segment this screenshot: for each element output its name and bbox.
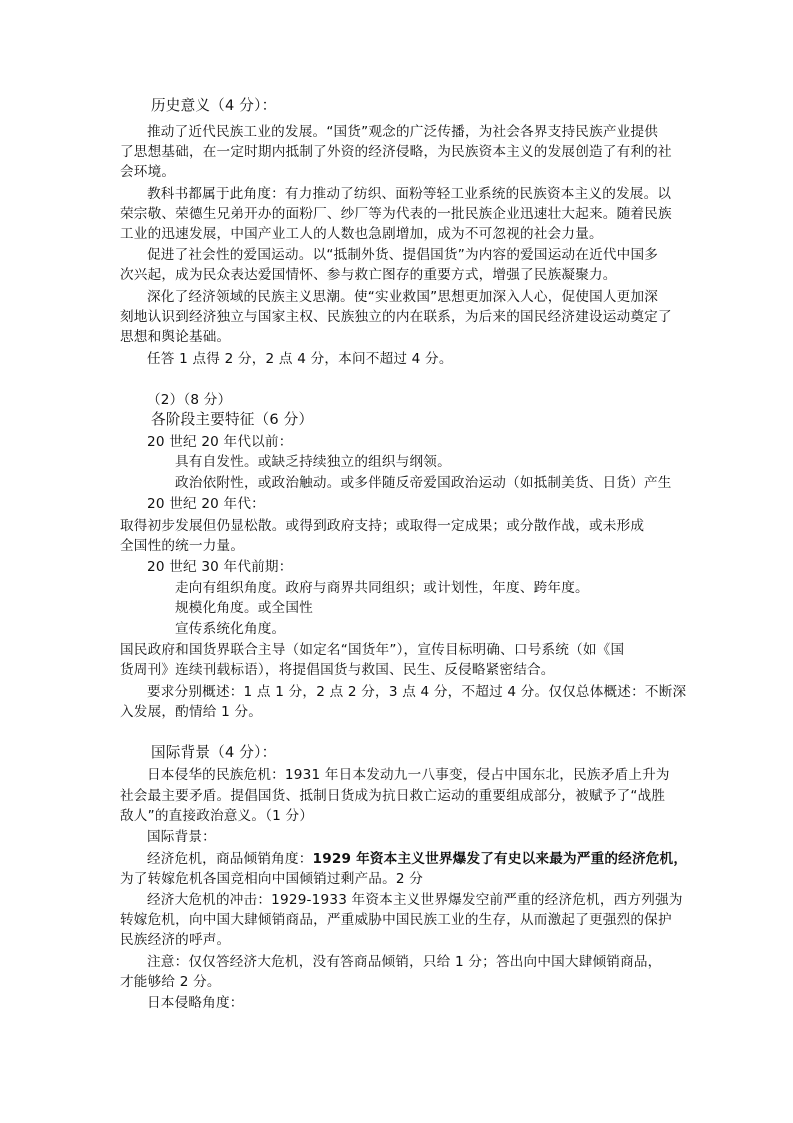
list-item: 规模化角度。或全国性 [175,600,313,616]
paragraph-line: 经济大危机的冲击：1929-1933 年资本主义世界爆发空前严重的经济危机，西方列强为 [147,892,683,908]
paragraph-line: 会环境。 [120,164,176,180]
scoring-note: 要求分别概述：1 点 1 分，2 点 2 分，3 点 4 分，不超过 4 分。仅仅总体概述：不断深 [147,684,687,700]
paragraph-line: 转嫁危机，向中国大肆倾销商品，严重威胁中国民族工业的生存，从而激起了更强烈的保护 [120,912,672,928]
period-title: 20 世纪 20 年代： [147,496,265,512]
paragraph-line: 全国性的统一力量。 [120,538,245,554]
paragraph-line: 日本侵华的民族危机：1931 年日本发动九一八事变，侵占中国东北，民族矛盾上升为 [147,767,670,783]
list-item: 政治依附性，或政治触动。或多伴随反帝爱国政治运动（如抵制美货、日货）产生 [175,475,672,491]
list-item: 具有自发性。或缺乏持续独立的组织与纲领。 [175,454,451,470]
section2-heading: 各阶段主要特征（6 分） [151,411,314,428]
section1-heading: 历史意义（4 分）： [151,97,277,114]
paragraph-line: 国民政府和国货界联合主导（如定名“国货年”），宣传目标明确、口号系统（如《国 [120,642,625,658]
paragraph-line: 工业的迅速发展，中国产业工人的人数也急剧增加，成为不可忽视的社会力量。 [120,226,603,242]
paragraph-line: 社会最主要矛盾。提倡国货、抵制日货成为抗日救亡运动的重要组成部分，被赋予了“战胜 [120,788,666,804]
subsection-title: 国际背景： [147,829,216,845]
paragraph-line: 货周刊》连续刊载标语），将提倡国货与救国、民生、反侵略紧密结合。 [120,662,555,678]
paragraph-line: 民族经济的呼声。 [120,932,231,948]
paragraph-line: 为了转嫁危机各国竞相向中国倾销过剩产品。2 分 [120,871,424,887]
paragraph-line: 思想和舆论基础。 [120,329,231,345]
subsection-title: 日本侵略角度： [147,995,244,1011]
paragraph-line: 深化了经济领域的民族主义思潮。使“实业救国”思想更加深入人心，促使国人更加深 [147,289,659,305]
section3-heading: 国际背景（4 分）： [151,744,277,761]
period-title: 20 世纪 30 年代前期： [147,559,293,575]
paragraph-line: 教科书都属于此角度：有力推动了纺织、面粉等轻工业系统的民族资本主义的发展。以 [147,186,672,202]
paragraph-line: 促进了社会性的爱国运动。以“抵制外货、提倡国货”为内容的爱国运动在近代中国多 [147,247,659,263]
paragraph-line: 次兴起，成为民众表达爱国情怀、参与救亡图存的重要方式，增强了民族凝聚力。 [120,267,617,283]
paragraph-line: 刻地认识到经济独立与国家主权、民族独立的内在联系，为后来的国民经济建设运动奠定了 [120,309,672,325]
scoring-note: 任答 1 点得 2 分，2 点 4 分，本问不超过 4 分。 [147,351,453,367]
list-item: 走向有组织角度。政府与商界共同组织；或计划性，年度、跨年度。 [175,580,589,596]
paragraph-line: 敌人”的直接政治意义。（1 分） [120,808,314,824]
paragraph-line: 荣宗敬、荣德生兄弟开办的面粉厂、纱厂等为代表的一批民族企业迅速壮大起来。随着民族 [120,206,672,222]
crisis-prefix: 经济危机，商品倾销角度： [147,851,313,867]
paragraph-line: 了思想基础，在一定时期内抵制了外资的经济侵略，为民族资本主义的发展创造了有利的社 [120,144,672,160]
scoring-note: 入发展，酌情给 1 分。 [120,704,263,720]
note-line: 才能够给 2 分。 [120,974,221,990]
paragraph-line: 推动了近代民族工业的发展。“国货”观念的广泛传播，为社会各界支持民族产业提供 [147,124,659,140]
paragraph-line [147,849,687,869]
note-line: 注意：仅仅答经济大危机，没有答商品倾销，只给 1 分；答出向中国大肆倾销商品， [147,954,662,970]
period-title: 20 世纪 20 年代以前： [147,434,293,450]
list-item: 宣传系统化角度。 [175,621,286,637]
crisis-bold-text: 1929 年资本主义世界爆发了有史以来最为严重的经济危机， [312,851,688,867]
question-label: （2）（8 分） [147,392,232,408]
paragraph-line: 取得初步发展但仍显松散。或得到政府支持；或取得一定成果；或分散作战，或未形成 [120,518,645,534]
